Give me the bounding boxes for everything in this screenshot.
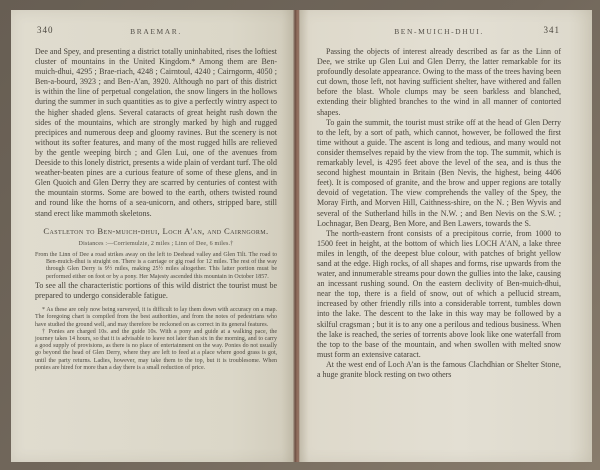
itinerary-note: From the Linn of Dee a road strikes away on the left to Deehead valley and Glen Tilt. The road to Ben-muich-dhui is straight on. There is a carriage or gig road for 12 miles. The rest of the way through Glen Derry is 9½ miles, making 25½ miles altogether. This latter portion must be performed either on foot or by a pony. Her Majesty ascended this mountain in October 1857. bbox=[35, 251, 277, 280]
footnote-star: * As these are only now being surveyed, it is difficult to lay them down with accuracy on a map. The foregoing chart is compiled from the best authorities, and from the notes of pedestrians who have studied the ground well, and may therefore be reckoned on as correct in its general features. bbox=[35, 307, 277, 328]
left-page bbox=[11, 10, 293, 462]
right-page bbox=[300, 10, 592, 462]
right-page-body bbox=[317, 47, 561, 380]
paragraph-loch-aan: The north-eastern front consists of a precipitous corrie, from 1000 to 1500 feet in height, at the bottom of which lies LOCH A'AN, a lake three miles in length, of the deepest blue colour, with patches of bright yellow sand at the edge. High rocks, of all shapes and forms, rise upwards from the water, and innumerable streams pour down the gullies into the lake, causing an incessant rushing sound. On the eastern declivity of Ben-muich-dhui, near the top, there is a field of snow, out of which a pellucid stream, increased by other friendly rills into a considerable torrent, tumbles down into the lake. The descent to the lake in this way may be followed by a skilful cragsman ; but it is to any one a perilous and tedious business. When the lake is reached, the series of torrents above look like one waterfall from the top to the base of the mountain, and when swollen with melted snow must form an extensive cataract. bbox=[317, 228, 561, 359]
left-page-body bbox=[35, 47, 277, 372]
left-page-number: 340 bbox=[37, 25, 54, 35]
paragraph-summit: To gain the summit, the tourist must strike off at the head of Glen Derry to the left, by a sort of path, which cannot, however, be followed the first time without a guide. The ascent is long and tedious, and many would not consider themselves repaid by the view from the top. The summit, which is remarkably level, is 4295 feet above the level of the sea, and is thus the second highest mountain in Britain (Ben Nevis, the highest, being 4406 feet). It is composed of granite, and the brow and upper regions are totally devoid of vegetation. The view comprehends the valley of the Spey, the Moray Firth, and Morven Hill, Caithness-shire, on the N. ; Ben Wyvis and several of the Sutherland hills in the N.W. ; and Ben Nevis on the S.W. ; Lochnagar, Ben Dearg, Ben More, and Ben Lawers, towards the S. bbox=[317, 117, 561, 228]
paragraph-district-mountains: Dee and Spey, and presenting a district totally uninhabited, rises the loftiest cluster of mountains in the United Kingdom.* Among them are Ben-muich-dhui, 4295 ; Brae-riach, 4248 ; Cairntoul, 4240 ; Cairngorm, 4050 ; Ben-a-bourd, 3923 ; and Ben-A'an, 3920. Although no part of this district is within the line of perpetual congelation, the snow lingers in the hollows during the summer in such quantities as to give a perfectly wintry aspect to the higher shaded glens. Several cataracts of great height rush down the sides of the mountains, which are strongly marked by high and rugged precipices and numerous deep and gloomy ravines. But the scenery is not without its softer features, and many of the most rugged hills are relieved by the gentle weeping birch ; and Glen Lui, one of the avenues from Deeside to this lonely district, presents a wide plain of verdant turf. The old weather-beaten pines are a curious feature of some of these glens, and in Glen Quoich and Glen Derry they are scarred by centuries of contest with the mountain storms. Some are bowed to the earth, others twisted round and round like the horns of a sea-unicorn, and others, stripped bare, still stand erect like mammoth skeletons. bbox=[35, 47, 277, 218]
left-running-header bbox=[35, 25, 277, 39]
paragraph-glen-derry: Passing the objects of interest already described as far as the Linn of Dee, we strike up Glen Lui and Glen Derry, the latter remarkable for its profoundly desolate appearance. Owing to the mass of the trees having been cut down, those left, not having sufficient shelter, have withered and fallen before the blast. Whole clumps may be seen barkless and blanched, extending their blighted branches to the wind in all manner of contorted shapes. bbox=[317, 47, 561, 117]
left-running-head-title: BRAEMAR. bbox=[130, 27, 182, 36]
book-gutter-binding bbox=[293, 10, 300, 462]
footnotes-block bbox=[35, 307, 277, 372]
paragraph-fatigue: To see all the characteristic portions of this wild district the tourist must be prepared to undergo considerable fatigue. bbox=[35, 280, 277, 301]
right-running-head-title: BEN-MUICH-DHUI. bbox=[394, 27, 484, 36]
right-running-header bbox=[317, 25, 561, 39]
paragraph-shelter-stone: At the west end of Loch A'an is the famous Clachdhian or Shelter Stone, a huge granite block resting on two others bbox=[317, 359, 561, 379]
right-page-number: 341 bbox=[543, 25, 560, 35]
section-heading-castleton-route: Castleton to Ben-muich-dhui, Loch A'an, and Cairngorm. bbox=[43, 225, 269, 236]
footnote-dagger: † Ponies are charged 10s. and the guide 10s. With a pony and guide at a walking pace, the journey takes 14 hours, so that it is advisable to leave not later than six in the morning, and to carry a good supply of provisions, as there is no place of entertainment on the way. Ponies do not usually go beyond the head of Glen Derry, where they are left to feed at a place where good grass is got, until the party returns. Ladies, however, may take them to the top, but it is troublesome. When ponies are hired for more than a day there is a small reduction of price. bbox=[35, 328, 277, 371]
distances-line: Distances :—Corriemulzie, 2 miles ; Linn of Dee, 6 miles.† bbox=[78, 240, 234, 247]
